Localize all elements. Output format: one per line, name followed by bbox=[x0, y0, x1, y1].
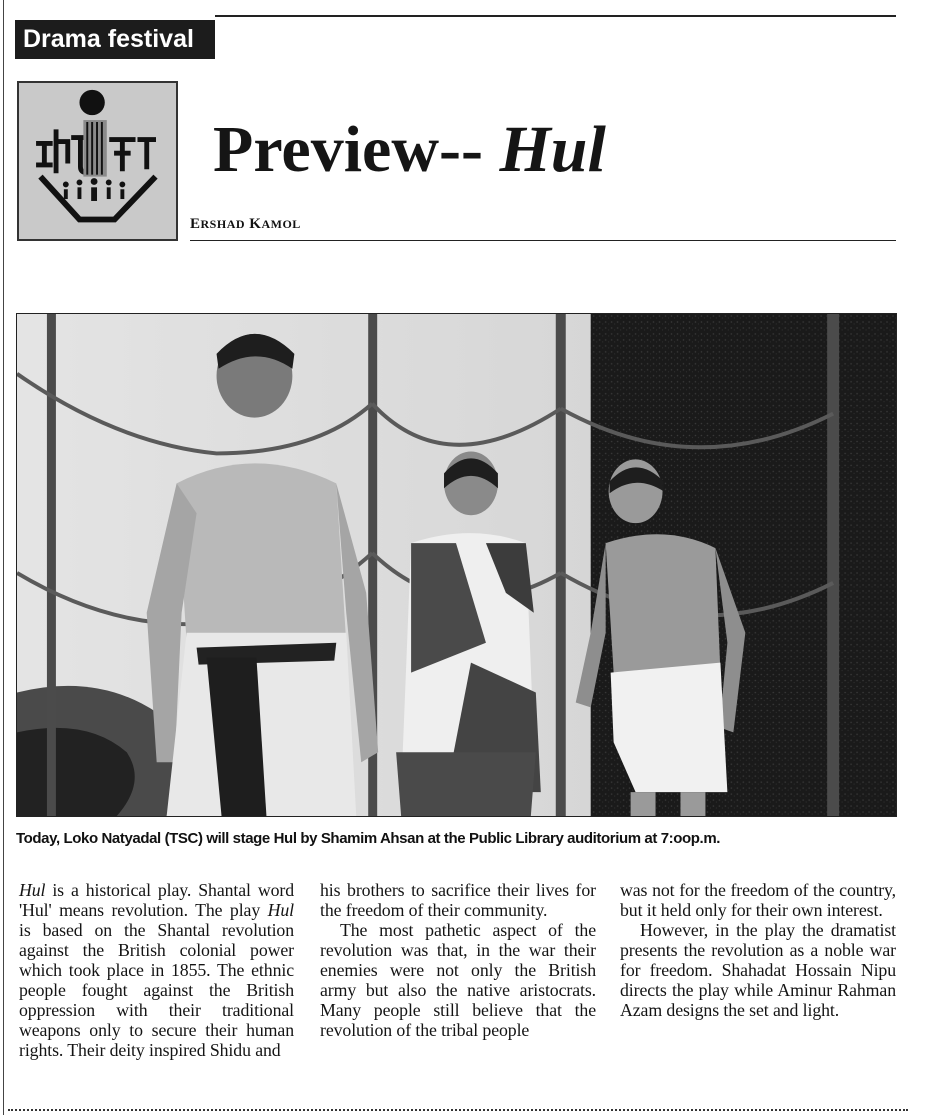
column-1-text-a: is a historical play. Shantal word 'Hul' means revolution. The play bbox=[19, 880, 294, 920]
play-title-italic: Hul bbox=[267, 900, 294, 920]
photo-caption: Today, Loko Natyadal (TSC) will stage Hul by Shamim Ahsan at the Public Library auditorium at 7:oop.m. bbox=[16, 830, 721, 847]
byline bbox=[190, 216, 301, 233]
article-column-1 bbox=[19, 880, 294, 1100]
page-left-rule bbox=[3, 0, 4, 1115]
headline bbox=[213, 105, 606, 195]
column-1-text-b: is based on the Shantal revolution against the British colonial power which took place in 1855. The ethnic people fought against the British oppression with their traditional weapons only to secure their human rights. Their deity inspired Shidu and bbox=[19, 920, 294, 1060]
column-2-paragraph-2: The most pathetic aspect of the revolution was that, in the war their enemies were not only the British army but also the native aristocrats. Many people still believe that the revolution of the tribal people bbox=[320, 920, 596, 1040]
stage-photo bbox=[16, 313, 897, 817]
byline-rule bbox=[190, 240, 896, 241]
column-3-paragraph-1: was not for the freedom of the country, but it held only for their own interest. bbox=[620, 880, 896, 920]
article-column-2 bbox=[320, 880, 596, 1100]
section-tag: Drama festival bbox=[15, 20, 215, 59]
article-column-3 bbox=[620, 880, 896, 1100]
byline-first-initial: E bbox=[190, 216, 201, 232]
byline-last-rest: AMOL bbox=[261, 217, 301, 231]
bottom-dotted-rule bbox=[8, 1109, 908, 1111]
section-top-rule bbox=[215, 15, 896, 17]
column-3-paragraph-2: However, in the play the dramatist presents the revolution as a noble war for freedom. Shahadat Hossain Nipu directs the play while Aminur Rahman Azam designs the set and light. bbox=[620, 920, 896, 1020]
play-title-italic: Hul bbox=[19, 880, 46, 900]
column-1-paragraph-1 bbox=[19, 880, 294, 1060]
headline-title: Hul bbox=[499, 113, 606, 186]
column-2-paragraph-1: his brothers to sacrifice their lives for the freedom of their community. bbox=[320, 880, 596, 920]
byline-first-rest: RSHAD bbox=[200, 217, 246, 231]
byline-last-initial: K bbox=[249, 216, 262, 232]
headline-main: Preview-- bbox=[213, 113, 483, 186]
festival-logo-icon bbox=[17, 81, 178, 241]
